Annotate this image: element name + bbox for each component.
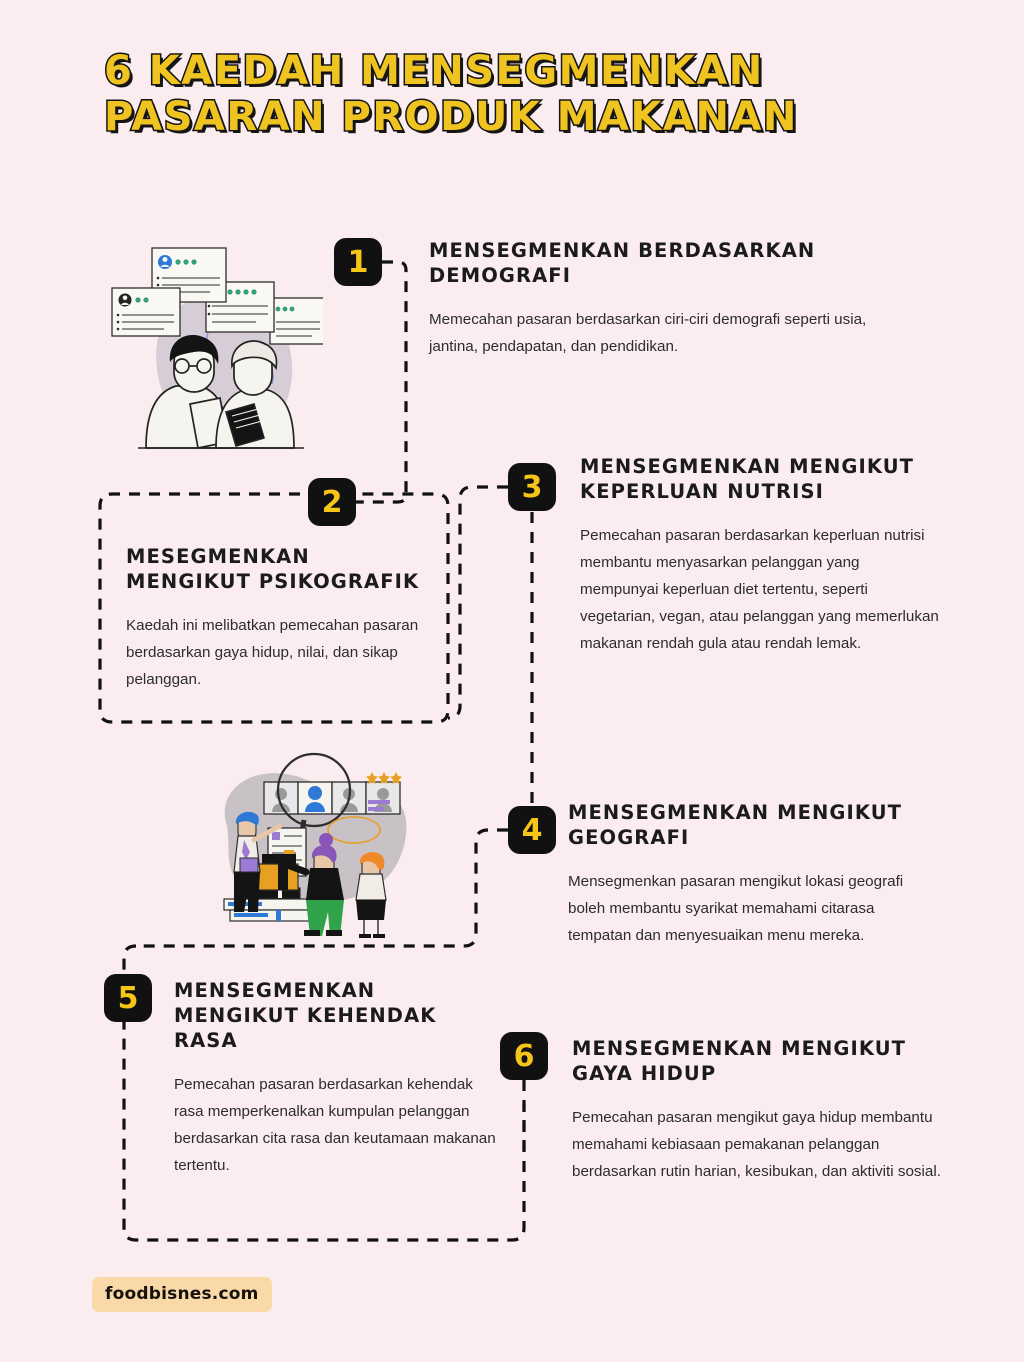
section-3-heading: MENSEGMENKAN MENGIKUT KEPERLUAN NUTRISI bbox=[580, 455, 915, 503]
connector-1-to-2 bbox=[356, 262, 406, 502]
footer-site-badge[interactable] bbox=[92, 1277, 272, 1312]
section-5-heading: MENSEGMENKAN MENGIKUT KEHENDAK RASA bbox=[174, 979, 437, 1052]
step-badge-3[interactable] bbox=[508, 463, 556, 511]
step-number-5: 5 bbox=[117, 980, 139, 1016]
review-card-4 bbox=[270, 298, 323, 344]
step-number-3: 3 bbox=[521, 469, 543, 505]
section-6-heading: MENSEGMENKAN MENGIKUT GAYA HIDUP bbox=[572, 1037, 907, 1085]
step-number-1: 1 bbox=[347, 244, 369, 280]
illustration-customer-research bbox=[204, 748, 424, 940]
section-6-body: Pemecahan pasaran mengikut gaya hidup membantu memahami kebiasaan pemakanan pelanggan berdasarkan rutin harian, kesibukan, dan aktiviti sosial. bbox=[572, 1109, 941, 1180]
section-1 bbox=[429, 238, 899, 360]
connector-3-to-box2 bbox=[448, 487, 508, 718]
section-2-heading: MESEGMENKAN MENGIKUT PSIKOGRAFIK bbox=[126, 545, 420, 593]
section-4-body: Mensegmenkan pasaran mengikut lokasi geografi boleh membantu syarikat memahami citarasa tempatan dan menyesuaikan menu mereka. bbox=[568, 873, 904, 944]
section-5-body: Pemecahan pasaran berdasarkan kehendak rasa memperkenalkan kumpulan pelanggan berdasarkan cita rasa dan keutamaan makanan tertentu. bbox=[174, 1076, 496, 1174]
illustration-review-cards bbox=[108, 236, 323, 451]
step-number-2: 2 bbox=[321, 484, 343, 520]
section-5 bbox=[174, 978, 504, 1179]
step-badge-6[interactable] bbox=[500, 1032, 548, 1080]
step-badge-1[interactable] bbox=[334, 238, 382, 286]
step-number-4: 4 bbox=[521, 812, 543, 848]
section-2-body: Kaedah ini melibatkan pemecahan pasaran berdasarkan gaya hidup, nilai, dan sikap pelanggan. bbox=[126, 617, 419, 688]
section-3 bbox=[580, 454, 940, 657]
title-line-1: 6 KAEDAH MENSEGMENKAN bbox=[104, 48, 764, 94]
section-4-heading: MENSEGMENKAN MENGIKUT GEOGRAFI bbox=[568, 801, 903, 849]
section-2 bbox=[126, 544, 436, 693]
step-badge-4[interactable] bbox=[508, 806, 556, 854]
review-card-2 bbox=[112, 288, 180, 336]
footer-site-label: foodbisnes.com bbox=[105, 1284, 259, 1304]
title-line-2: PASARAN PRODUK MAKANAN bbox=[104, 94, 798, 140]
section-1-body: Memecahan pasaran berdasarkan ciri-ciri demografi seperti usia, jantina, pendapatan, dan pendidikan. bbox=[429, 311, 867, 355]
step-badge-5[interactable] bbox=[104, 974, 152, 1022]
section-4 bbox=[568, 800, 938, 949]
section-6 bbox=[572, 1036, 942, 1185]
step-badge-2[interactable] bbox=[308, 478, 356, 526]
folder-box bbox=[258, 854, 298, 890]
section-3-body: Pemecahan pasaran berdasarkan keperluan nutrisi membantu menyasarkan pelanggan yang mempunyai keperluan diet tertentu, seperti vegetarian, vegan, atau pelanggan yang memerlukan makanan rendah gula atau rendah lemak. bbox=[580, 527, 939, 652]
step-number-6: 6 bbox=[513, 1038, 535, 1074]
section-1-heading: MENSEGMENKAN BERDASARKAN DEMOGRAFI bbox=[429, 239, 816, 287]
